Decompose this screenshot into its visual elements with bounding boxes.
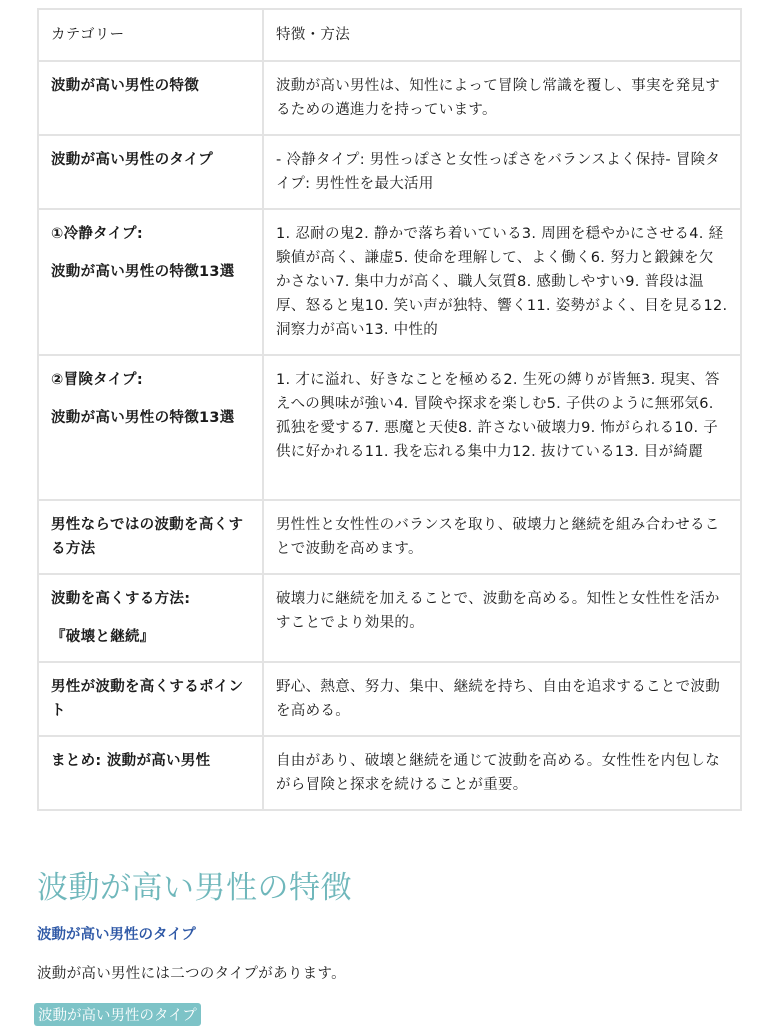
row-description: - 冷静タイプ: 男性っぽさと女性っぽさをバランスよく保持- 冒険タイプ: 男性性を最大活用 xyxy=(263,135,741,209)
row-category xyxy=(38,574,263,662)
summary-table xyxy=(37,8,742,811)
category-sublabel: 波動が高い男性の特徴13選 xyxy=(51,264,235,280)
row-category xyxy=(38,355,263,500)
row-category xyxy=(38,135,263,209)
row-category xyxy=(38,500,263,574)
highlight-label: 波動が高い男性のタイプ xyxy=(34,1003,201,1026)
section-paragraph: 波動が高い男性には二つのタイプがあります。 xyxy=(37,966,346,982)
category-sublabel: 波動が高い男性の特徴13選 xyxy=(51,410,235,426)
category-label: 男性が波動を高くするポイント xyxy=(51,679,244,719)
row-category xyxy=(38,662,263,736)
table-row xyxy=(38,736,741,810)
section-heading: 波動が高い男性の特徴 xyxy=(37,870,352,906)
table-row xyxy=(38,500,741,574)
category-label: まとめ: 波動が高い男性 xyxy=(51,753,211,769)
table-row xyxy=(38,209,741,355)
row-category xyxy=(38,736,263,810)
table-header-row xyxy=(38,9,741,61)
row-category xyxy=(38,61,263,135)
row-description: 野心、熱意、努力、集中、継続を持ち、自由を追求することで波動を高める。 xyxy=(263,662,741,736)
table-row xyxy=(38,355,741,500)
table-row xyxy=(38,61,741,135)
category-label: ①冷静タイプ: xyxy=(51,226,143,242)
header-category: カテゴリー xyxy=(38,9,263,61)
table-row xyxy=(38,135,741,209)
table-row xyxy=(38,574,741,662)
header-method: 特徴・方法 xyxy=(263,9,741,61)
row-description: 1. 才に溢れ、好きなことを極める2. 生死の縛りが皆無3. 現実、答えへの興味が強い4. 冒険や探求を楽しむ5. 子供のように無邪気6. 孤独を愛する7. 悪魔と天使8. 許さない破壊力9. 怖がられる10. 子供に好かれる11. 我を忘れる集中力12. 抜けている13. 目が綺麗 xyxy=(263,355,741,500)
table-row xyxy=(38,662,741,736)
category-label: 波動が高い男性のタイプ xyxy=(51,152,214,168)
row-category xyxy=(38,209,263,355)
category-label: ②冒険タイプ: xyxy=(51,372,143,388)
category-label: 波動が高い男性の特徴 xyxy=(51,78,199,94)
category-label: 波動を高くする方法: xyxy=(51,591,191,607)
category-label: 男性ならではの波動を高くする方法 xyxy=(51,517,244,557)
row-description: 1. 忍耐の鬼2. 静かで落ち着いている3. 周囲を穏やかにさせる4. 経験値が高く、謙虚5. 使命を理解して、よく働く6. 努力と鍛錬を欠かさない7. 集中力が高く、職人気質8. 感動しやすい9. 普段は温厚、怒ると鬼10. 笑い声が独特、響く11. 姿勢がよく、目を見る12. 洞察力が高い13. 中性的 xyxy=(263,209,741,355)
row-description: 男性性と女性性のバランスを取り、破壊力と継続を組み合わせることで波動を高めます。 xyxy=(263,500,741,574)
row-description: 波動が高い男性は、知性によって冒険し常識を覆し、事実を発見するための邁進力を持っています。 xyxy=(263,61,741,135)
row-description: 破壊力に継続を加えることで、波動を高める。知性と女性性を活かすことでより効果的。 xyxy=(263,574,741,662)
category-sublabel: 『破壊と継続』 xyxy=(51,629,155,645)
row-description: 自由があり、破壊と継続を通じて波動を高める。女性性を内包しながら冒険と探求を続けることが重要。 xyxy=(263,736,741,810)
section-subheading: 波動が高い男性のタイプ xyxy=(37,927,196,943)
